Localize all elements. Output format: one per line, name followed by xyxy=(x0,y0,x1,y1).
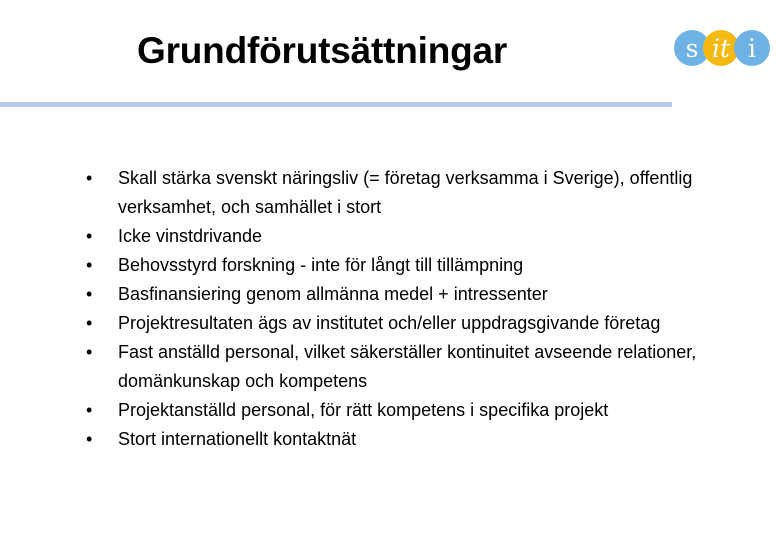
bullet-text: Behovsstyrd forskning - inte för långt till tillämpning xyxy=(118,255,524,275)
list-item xyxy=(86,425,698,454)
bullet-text: Fast anställd personal, vilket säkerställer kontinuitet avseende relationer, domänkunskap och kompetens xyxy=(118,342,697,391)
list-item xyxy=(86,280,698,309)
bullet-dot: • xyxy=(86,255,93,275)
bullet-dot: • xyxy=(86,168,93,188)
bullet-text: Icke vinstdrivande xyxy=(118,226,263,246)
list-item xyxy=(86,396,698,425)
list-item xyxy=(86,222,698,251)
bullet-text: Skall stärka svenskt näringsliv (= företag verksamma i Sverige), offentlig verksamhet, och samhället i stort xyxy=(118,168,693,217)
siti-logo xyxy=(672,28,772,70)
bullet-dot: • xyxy=(86,226,93,246)
bullet-dot: • xyxy=(86,313,93,333)
title-underline-divider xyxy=(0,102,672,107)
bullet-text: Projektresultaten ägs av institutet och/eller uppdragsgivande företag xyxy=(118,313,661,333)
list-item xyxy=(86,309,698,338)
bullet-text: Basfinansiering genom allmänna medel + intressenter xyxy=(118,284,548,304)
list-item xyxy=(86,164,698,222)
logo-circle-it: it xyxy=(703,30,739,66)
bullet-dot: • xyxy=(86,429,93,449)
bullet-dot: • xyxy=(86,400,93,420)
bullet-dot: • xyxy=(86,284,93,304)
bullet-list xyxy=(86,164,698,454)
logo-circle-i: i xyxy=(734,30,770,66)
list-item xyxy=(86,251,698,280)
bullet-dot: • xyxy=(86,342,93,362)
logo-circle-s: s xyxy=(674,30,710,66)
bullet-text: Stort internationellt kontaktnät xyxy=(118,429,357,449)
bullet-text: Projektanställd personal, för rätt kompetens i specifika projekt xyxy=(118,400,609,420)
slide-title: Grundförutsättningar xyxy=(137,30,508,71)
list-item xyxy=(86,338,698,396)
